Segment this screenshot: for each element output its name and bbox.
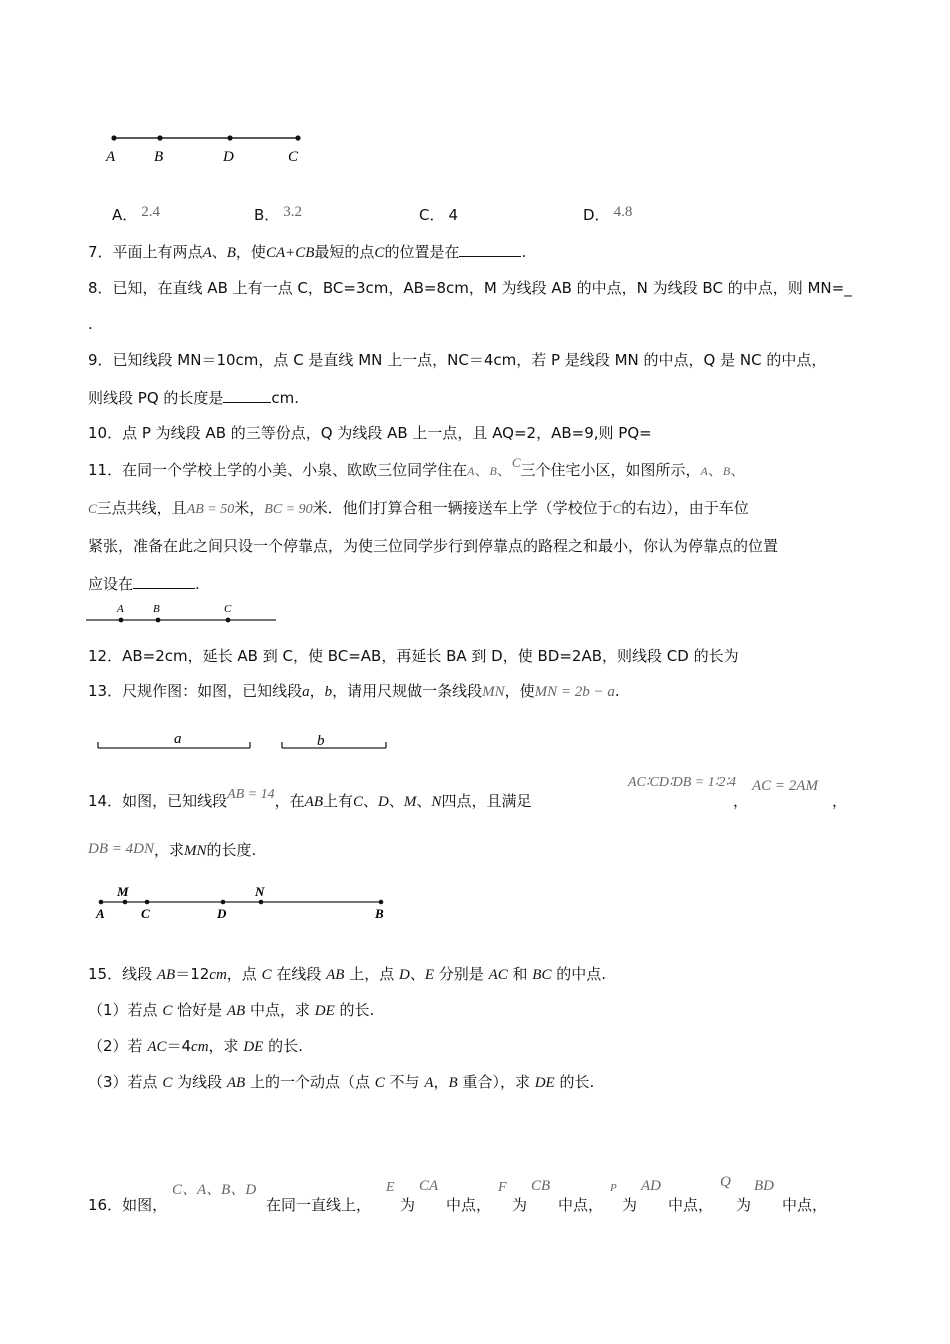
question-11-line-2: C三点共线，且AB = 50米，BC = 90米．他们打算合租一辆接送车上学（学校位于C的右边），由于车位 — [88, 499, 749, 517]
label-b: b — [317, 733, 325, 749]
answer-blank[interactable] — [459, 242, 521, 257]
q16-bd: BD — [754, 1178, 774, 1194]
q16-text-line: 在同一直线上， — [266, 1196, 372, 1214]
q16-p: P — [610, 1182, 617, 1194]
q16-wei-1: 为 — [400, 1196, 416, 1214]
question-15-part-3: （3）若点 C 为线段 AB 上的一个动点（点 C 不与 A，B 重合），求 DE 的长. — [88, 1073, 595, 1091]
q16-q: Q — [720, 1174, 731, 1190]
fig14-point-m — [123, 900, 128, 905]
question-9-line-1: 9．已知线段 MN＝10cm，点 C 是直线 MN 上一点，NC＝4cm，若 P 是线段 MN 的中点，Q 是 NC 的中点， — [88, 351, 827, 369]
fig6-point-a — [111, 135, 116, 140]
question-15-line-1: 15．线段 AB＝12cm，点 C 在线段 AB 上，点 D、E 分别是 AC 和 BC 的中点. — [88, 965, 607, 983]
q14-comma-1: ， — [733, 792, 749, 810]
q16-ca: CA — [419, 1178, 439, 1194]
q16-mid-4: 中点， — [782, 1196, 828, 1214]
question-16-number: 16．如图， — [88, 1196, 168, 1214]
q6-option-a[interactable]: A． 2.4 — [112, 204, 161, 224]
q16-wei-3: 为 — [622, 1196, 638, 1214]
fig14-point-d — [221, 900, 226, 905]
fig14-label-b: B — [375, 906, 384, 921]
fig11-point-c — [226, 618, 231, 623]
question-15-part-2: （2）若 AC＝4cm，求 DE 的长. — [88, 1037, 303, 1055]
q16-mid-2: 中点， — [558, 1196, 604, 1214]
question-11-line-4: 应设在 . — [88, 575, 200, 593]
q6-option-b[interactable]: B． 3.2 — [254, 204, 303, 224]
fig11-point-a — [119, 618, 124, 623]
fig11-label-c: C — [224, 603, 232, 615]
fig14-label-n: N — [255, 884, 265, 899]
question-14-line-2: DB = 4DN，求MN的长度. — [88, 841, 257, 859]
fig14-label-a: A — [96, 906, 105, 921]
fig11-point-b — [156, 618, 161, 623]
fig6-label-a: A — [106, 149, 116, 165]
answer-blank[interactable] — [223, 388, 271, 403]
fig6-label-b: B — [154, 149, 164, 165]
q16-mid-3: 中点， — [668, 1196, 714, 1214]
question-8-line-2: . — [88, 315, 93, 333]
fig14-point-b — [379, 900, 384, 905]
question-15-part-1: （1）若点 C 恰好是 AB 中点，求 DE 的长. — [88, 1001, 375, 1019]
question-14-line-1: 14．如图，已知线段AB = 14，在AB上有C、D、M、N四点，且满足 — [88, 787, 532, 810]
q16-cb: CB — [531, 1178, 551, 1194]
q16-points: C、A、B、D — [172, 1182, 257, 1198]
figure-q13-segments — [94, 728, 394, 756]
fig11-label-b: B — [153, 603, 160, 615]
fig11-label-a: A — [117, 603, 124, 615]
question-13: 13．尺规作图：如图，已知线段a，b，请用尺规做一条线段MN，使MN = 2b − a. — [88, 682, 620, 700]
q6-option-d[interactable]: D． 4.8 — [583, 204, 633, 224]
q14-ratio-formula: AC∶CD∶DB = 1∶2∶4 — [628, 775, 737, 790]
q16-wei-2: 为 — [512, 1196, 528, 1214]
fig6-label-c: C — [288, 149, 299, 165]
fig14-point-c — [145, 900, 150, 905]
question-7: 7．平面上有两点A、B，使CA+CB最短的点C的位置是在 . — [88, 243, 527, 261]
answer-blank[interactable] — [133, 574, 195, 589]
fig6-point-b — [157, 135, 162, 140]
fig14-point-a — [99, 900, 104, 905]
q16-f: F — [498, 1180, 507, 1195]
fig6-label-d: D — [223, 149, 234, 165]
q16-e: E — [386, 1180, 395, 1195]
fig14-label-m: M — [117, 884, 129, 899]
question-8-line-1: 8．已知，在直线 AB 上有一点 C，BC=3cm，AB=8cm，M 为线段 AB 的中点，N 为线段 BC 的中点，则 MN=_ — [88, 279, 852, 297]
figure-q14-segment — [90, 884, 400, 924]
q16-wei-4: 为 — [736, 1196, 752, 1214]
question-9-line-2: 则线段 PQ 的长度是 cm. — [88, 389, 300, 407]
fig6-point-c — [295, 135, 300, 140]
fig14-label-d: D — [217, 906, 227, 921]
question-11-line-1: 11．在同一个学校上学的小美、小泉、欧欧三位同学住在A、B、C三个住宅小区，如图所示，A、B、 — [88, 455, 746, 479]
question-11-line-3: 紧张，准备在此之间只设一个停靠点，为使三位同学步行到停靠点的路程之和最小，你认为停靠点的位置 — [88, 537, 779, 555]
q14-comma-2: ， — [832, 792, 848, 810]
fig6-point-d — [227, 135, 232, 140]
question-10: 10．点 P 为线段 AB 的三等份点，Q 为线段 AB 上一点，且 AQ=2，AB=9,则 PQ= — [88, 424, 652, 442]
fig14-label-c: C — [141, 906, 150, 921]
q6-option-c[interactable]: C． 4 — [419, 206, 459, 224]
question-12: 12．AB=2cm，延长 AB 到 C，使 BC=AB，再延长 BA 到 D，使 BD=2AB，则线段 CD 的长为 — [88, 647, 739, 665]
fig14-point-n — [259, 900, 264, 905]
q14-ac-formula: AC = 2AM — [752, 778, 818, 794]
figure-q6-segment — [100, 128, 320, 172]
q16-ad: AD — [641, 1178, 661, 1194]
q16-mid-1: 中点， — [446, 1196, 492, 1214]
label-a: a — [174, 731, 182, 747]
figure-q11-segment — [86, 600, 278, 628]
